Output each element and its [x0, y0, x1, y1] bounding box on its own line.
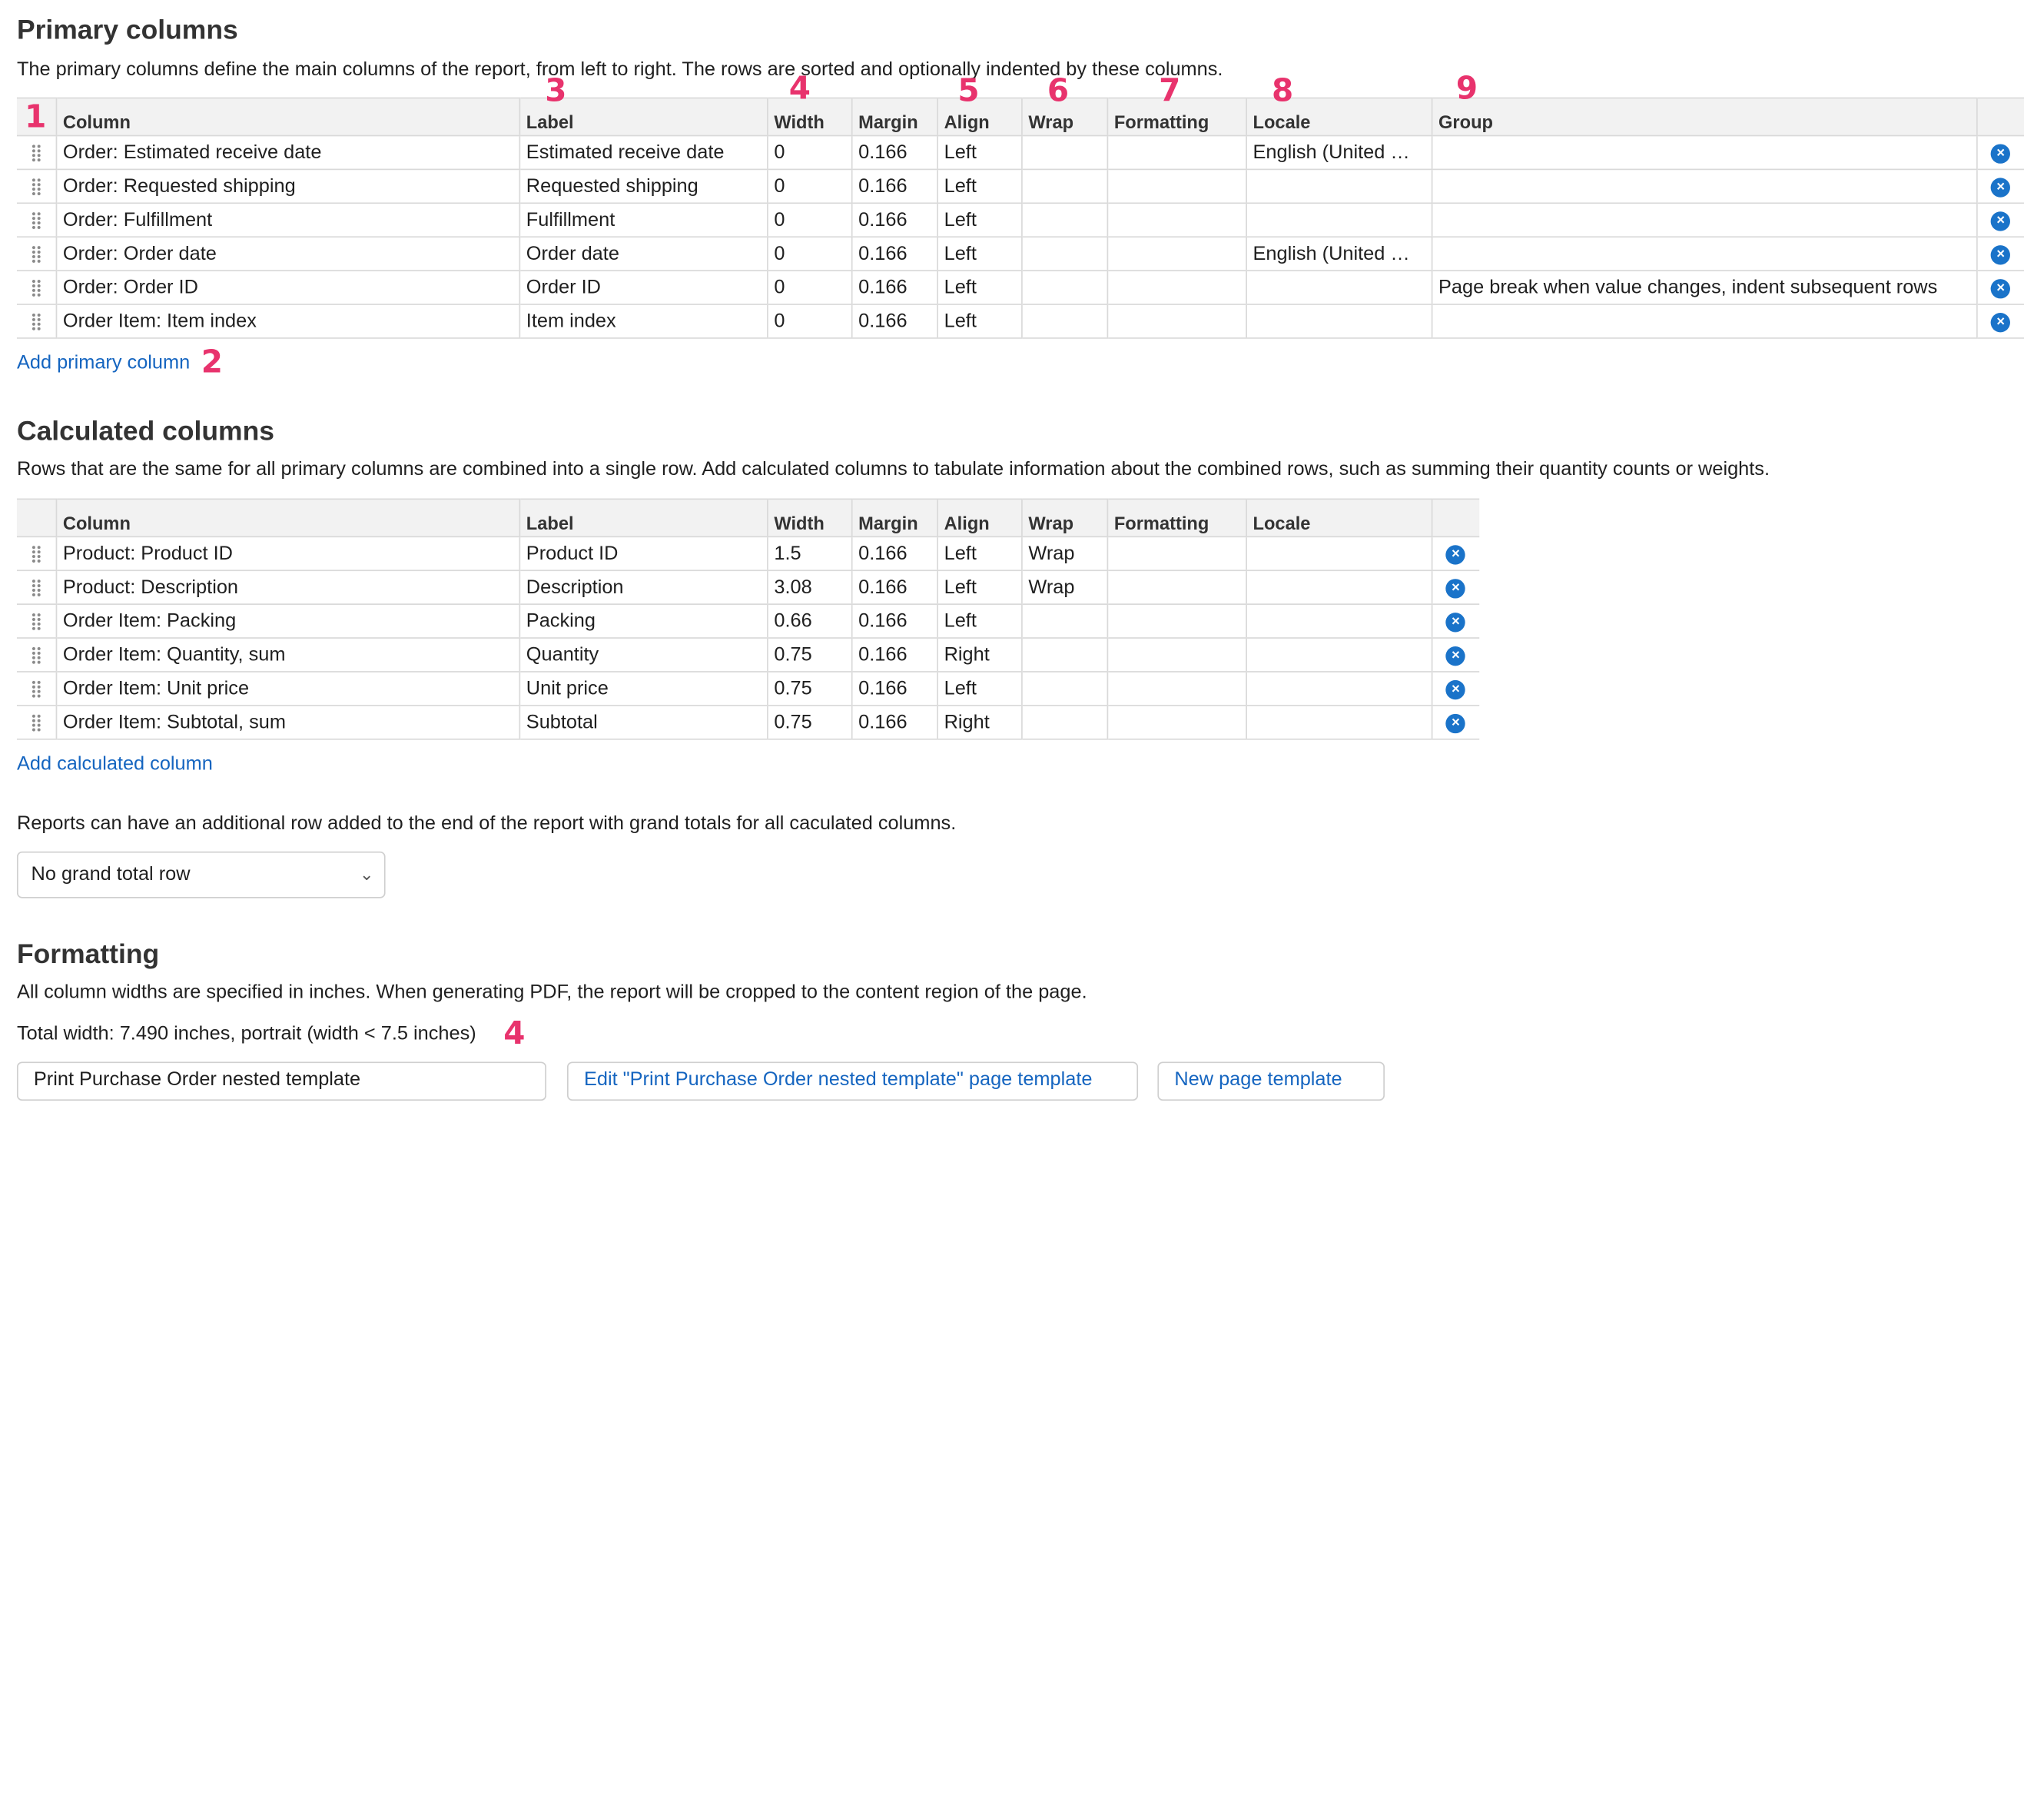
- cell-wrap[interactable]: [1021, 237, 1107, 271]
- header-margin: Margin: [851, 98, 937, 136]
- cell-label[interactable]: Packing: [519, 604, 768, 638]
- remove-icon[interactable]: ×: [1991, 278, 2010, 297]
- cell-label[interactable]: Description: [519, 570, 768, 604]
- chevron-down-icon: ⌄: [359, 864, 374, 885]
- remove-icon[interactable]: ×: [1991, 312, 2010, 331]
- cell-formatting[interactable]: [1107, 570, 1246, 604]
- table-row: [17, 706, 1479, 739]
- drag-handle[interactable]: [17, 203, 56, 237]
- cell-wrap[interactable]: [1021, 604, 1107, 638]
- cell-wrap[interactable]: [1021, 638, 1107, 672]
- cell-align[interactable]: Left: [937, 304, 1021, 338]
- calculated-columns-title: Calculated columns: [16, 417, 274, 447]
- drag-handle[interactable]: [17, 570, 56, 604]
- table-row: [17, 203, 2024, 237]
- remove-icon[interactable]: ×: [1446, 713, 1465, 732]
- cell-locale[interactable]: [1246, 271, 1431, 304]
- remove-icon[interactable]: ×: [1991, 178, 2010, 197]
- cell-locale[interactable]: [1246, 706, 1431, 739]
- cell-locale[interactable]: [1246, 570, 1431, 604]
- table-row: [17, 536, 1479, 570]
- cell-group[interactable]: [1432, 135, 1976, 169]
- cell-align[interactable]: Right: [937, 706, 1021, 739]
- header-align: Align: [937, 499, 1021, 536]
- table-row: [17, 135, 2024, 169]
- drag-handle[interactable]: [17, 271, 56, 304]
- cell-group[interactable]: [1432, 169, 1976, 203]
- cell-column[interactable]: Order: Order date: [56, 237, 519, 271]
- edit-page-template-label: Edit "Print Purchase Order nested template" page template: [583, 1068, 1093, 1091]
- cell-width[interactable]: 0: [767, 304, 851, 338]
- cell-width[interactable]: 0: [767, 135, 851, 169]
- table-row: [17, 237, 2024, 271]
- cell-wrap[interactable]: [1021, 304, 1107, 338]
- grand-total-selected-value: No grand total row: [31, 863, 191, 885]
- header-column: Column: [56, 499, 519, 536]
- table-row: [17, 304, 2024, 338]
- drag-handle-icon: [31, 313, 41, 331]
- cell-wrap[interactable]: Wrap: [1021, 570, 1107, 604]
- cell-column[interactable]: Order Item: Quantity, sum: [56, 638, 519, 672]
- drag-handle[interactable]: [17, 536, 56, 570]
- cell-formatting[interactable]: [1107, 638, 1246, 672]
- cell-wrap[interactable]: [1021, 271, 1107, 304]
- cell-formatting[interactable]: [1107, 271, 1246, 304]
- delete-row-cell: [1976, 237, 2024, 271]
- primary-columns-table: [17, 98, 2024, 339]
- cell-width[interactable]: 0.75: [767, 672, 851, 706]
- remove-icon[interactable]: ×: [1446, 679, 1465, 699]
- table-row: [17, 672, 1479, 706]
- annotation-marker: 4: [788, 70, 811, 107]
- cell-margin[interactable]: 0.166: [851, 304, 937, 338]
- cell-width[interactable]: 0: [767, 203, 851, 237]
- delete-row-cell: [1432, 536, 1479, 570]
- cell-margin[interactable]: 0.166: [851, 169, 937, 203]
- cell-locale[interactable]: [1246, 604, 1431, 638]
- drag-handle-icon: [31, 613, 41, 631]
- page-template-select[interactable]: [17, 1061, 546, 1101]
- remove-icon[interactable]: ×: [1446, 545, 1465, 564]
- cell-column[interactable]: Order Item: Item index: [56, 304, 519, 338]
- cell-locale[interactable]: [1246, 203, 1431, 237]
- cell-label[interactable]: Requested shipping: [519, 169, 768, 203]
- drag-handle[interactable]: [17, 604, 56, 638]
- edit-page-template-button[interactable]: [567, 1061, 1138, 1101]
- new-page-template-button[interactable]: [1157, 1061, 1385, 1101]
- cell-group[interactable]: [1432, 237, 1976, 271]
- cell-column[interactable]: Order: Requested shipping: [56, 169, 519, 203]
- cell-label[interactable]: Item index: [519, 304, 768, 338]
- cell-label[interactable]: Order ID: [519, 271, 768, 304]
- delete-row-cell: [1432, 706, 1479, 739]
- drag-handle[interactable]: [17, 706, 56, 739]
- table-row: [17, 570, 1479, 604]
- annotation-marker: 3: [545, 72, 567, 109]
- drag-handle-icon: [31, 646, 41, 665]
- cell-label[interactable]: Product ID: [519, 536, 768, 570]
- cell-wrap[interactable]: Wrap: [1021, 536, 1107, 570]
- cell-width[interactable]: 0: [767, 271, 851, 304]
- drag-handle-icon: [31, 579, 41, 597]
- delete-row-cell: [1432, 570, 1479, 604]
- cell-align[interactable]: Left: [937, 536, 1021, 570]
- header-width: Width: [767, 499, 851, 536]
- cell-group[interactable]: [1432, 203, 1976, 237]
- cell-align[interactable]: Left: [937, 271, 1021, 304]
- cell-wrap[interactable]: [1021, 706, 1107, 739]
- header-locale: Locale: [1246, 499, 1431, 536]
- remove-icon[interactable]: ×: [1991, 244, 2010, 264]
- annotation-marker: 7: [1159, 72, 1181, 109]
- cell-width[interactable]: 0: [767, 169, 851, 203]
- header-label: Label: [519, 98, 768, 136]
- remove-icon[interactable]: ×: [1991, 144, 2010, 163]
- remove-icon[interactable]: ×: [1446, 646, 1465, 665]
- table-header-row: [17, 98, 2024, 136]
- drag-handle[interactable]: [17, 135, 56, 169]
- table-row: [17, 638, 1479, 672]
- drag-handle[interactable]: [17, 638, 56, 672]
- cell-align[interactable]: Right: [937, 638, 1021, 672]
- annotation-marker: 6: [1047, 72, 1070, 109]
- remove-icon[interactable]: ×: [1991, 211, 2010, 230]
- drag-handle-icon: [31, 211, 41, 230]
- cell-margin[interactable]: 0.166: [851, 604, 937, 638]
- drag-handle[interactable]: [17, 169, 56, 203]
- grand-total-description: Reports can have an additional row added to the end of the report with grand totals for all caculated columns.: [16, 812, 957, 835]
- cell-label[interactable]: Subtotal: [519, 706, 768, 739]
- drag-handle-icon: [31, 545, 41, 563]
- cell-label[interactable]: Estimated receive date: [519, 135, 768, 169]
- cell-align[interactable]: Left: [937, 570, 1021, 604]
- total-width-text: Total width: 7.490 inches, portrait (width < 7.5 inches): [16, 1022, 476, 1045]
- drag-handle-icon: [31, 178, 41, 196]
- page-template-selected-value: Print Purchase Order nested template: [33, 1068, 361, 1091]
- delete-row-cell: [1976, 304, 2024, 338]
- cell-wrap[interactable]: [1021, 672, 1107, 706]
- cell-column[interactable]: Order: Order ID: [56, 271, 519, 304]
- cell-wrap[interactable]: [1021, 169, 1107, 203]
- cell-align[interactable]: Left: [937, 203, 1021, 237]
- formatting-description: All column widths are specified in inches. When generating PDF, the report will be cropped to the content region of the page.: [16, 981, 1087, 1004]
- cell-width[interactable]: 1.5: [767, 536, 851, 570]
- cell-column[interactable]: Order: Estimated receive date: [56, 135, 519, 169]
- cell-column[interactable]: Product: Description: [56, 570, 519, 604]
- grand-total-select[interactable]: [17, 852, 386, 898]
- delete-row-cell: [1976, 169, 2024, 203]
- add-calculated-column-link[interactable]: Add calculated column: [16, 752, 213, 775]
- cell-locale[interactable]: [1246, 169, 1431, 203]
- cell-label[interactable]: Order date: [519, 237, 768, 271]
- cell-align[interactable]: Left: [937, 672, 1021, 706]
- header-wrap: Wrap: [1021, 499, 1107, 536]
- cell-locale[interactable]: English (United …: [1246, 135, 1431, 169]
- primary-columns-title: Primary columns: [16, 15, 238, 46]
- cell-margin[interactable]: 0.166: [851, 203, 937, 237]
- table-row: [17, 169, 2024, 203]
- drag-handle[interactable]: [17, 304, 56, 338]
- cell-width[interactable]: 3.08: [767, 570, 851, 604]
- header-margin: Margin: [851, 499, 937, 536]
- table-row: [17, 604, 1479, 638]
- calculated-columns-description: Rows that are the same for all primary columns are combined into a single row. Add calculated columns to tabulate information about the combined rows, such as summing their quantity counts or weights.: [16, 458, 1770, 480]
- cell-column[interactable]: Order Item: Packing: [56, 604, 519, 638]
- cell-width[interactable]: 0.75: [767, 706, 851, 739]
- cell-formatting[interactable]: [1107, 135, 1246, 169]
- cell-margin[interactable]: 0.166: [851, 638, 937, 672]
- cell-locale[interactable]: English (United …: [1246, 237, 1431, 271]
- header-width: Width: [767, 98, 851, 136]
- cell-group[interactable]: [1432, 304, 1976, 338]
- header-wrap: Wrap: [1021, 98, 1107, 136]
- header-formatting: Formatting: [1107, 499, 1246, 536]
- formatting-title: Formatting: [16, 939, 160, 970]
- cell-margin[interactable]: 0.166: [851, 271, 937, 304]
- remove-icon[interactable]: ×: [1446, 612, 1465, 631]
- annotation-marker: 5: [957, 72, 980, 109]
- cell-margin[interactable]: 0.166: [851, 237, 937, 271]
- cell-margin[interactable]: 0.166: [851, 706, 937, 739]
- cell-label[interactable]: Unit price: [519, 672, 768, 706]
- cell-margin[interactable]: 0.166: [851, 536, 937, 570]
- cell-formatting[interactable]: [1107, 237, 1246, 271]
- cell-formatting[interactable]: [1107, 706, 1246, 739]
- header-column: Column: [56, 98, 519, 136]
- cell-column[interactable]: Order Item: Unit price: [56, 672, 519, 706]
- drag-handle-icon: [31, 680, 41, 699]
- cell-label[interactable]: Quantity: [519, 638, 768, 672]
- delete-row-cell: [1976, 135, 2024, 169]
- annotation-marker: 8: [1272, 72, 1294, 109]
- drag-handle-icon: [31, 144, 41, 163]
- delete-row-cell: [1432, 638, 1479, 672]
- drag-handle[interactable]: [17, 237, 56, 271]
- cell-label[interactable]: Fulfillment: [519, 203, 768, 237]
- cell-align[interactable]: Left: [937, 604, 1021, 638]
- cell-formatting[interactable]: [1107, 672, 1246, 706]
- cell-formatting[interactable]: [1107, 604, 1246, 638]
- delete-header: [1976, 98, 2024, 136]
- cell-margin[interactable]: 0.166: [851, 570, 937, 604]
- annotation-marker: 4: [503, 1015, 526, 1051]
- header-formatting: Formatting: [1107, 98, 1246, 136]
- cell-wrap[interactable]: [1021, 135, 1107, 169]
- annotation-marker: 9: [1455, 70, 1478, 107]
- cell-locale[interactable]: [1246, 304, 1431, 338]
- cell-locale[interactable]: [1246, 672, 1431, 706]
- header-locale: Locale: [1246, 98, 1431, 136]
- drag-handle-icon: [31, 245, 41, 264]
- remove-icon[interactable]: ×: [1446, 578, 1465, 597]
- table-header-row: [17, 499, 1479, 536]
- cell-column[interactable]: Order Item: Subtotal, sum: [56, 706, 519, 739]
- delete-row-cell: [1976, 203, 2024, 237]
- handle-header: [17, 499, 56, 536]
- calculated-columns-table: [17, 498, 1479, 739]
- delete-row-cell: [1976, 271, 2024, 304]
- cell-align[interactable]: Left: [937, 169, 1021, 203]
- cell-column[interactable]: Product: Product ID: [56, 536, 519, 570]
- cell-width[interactable]: 0.66: [767, 604, 851, 638]
- cell-wrap[interactable]: [1021, 203, 1107, 237]
- add-primary-column-link[interactable]: Add primary column: [16, 351, 191, 374]
- cell-align[interactable]: Left: [937, 135, 1021, 169]
- cell-locale[interactable]: [1246, 536, 1431, 570]
- header-align: Align: [937, 98, 1021, 136]
- cell-locale[interactable]: [1246, 638, 1431, 672]
- cell-margin[interactable]: 0.166: [851, 135, 937, 169]
- cell-margin[interactable]: 0.166: [851, 672, 937, 706]
- cell-width[interactable]: 0.75: [767, 638, 851, 672]
- delete-row-cell: [1432, 672, 1479, 706]
- delete-row-cell: [1432, 604, 1479, 638]
- cell-width[interactable]: 0: [767, 237, 851, 271]
- cell-formatting[interactable]: [1107, 536, 1246, 570]
- primary-columns-description: The primary columns define the main columns of the report, from left to right. The rows are sorted and optionally indented by these columns.: [16, 58, 1223, 81]
- cell-formatting[interactable]: [1107, 169, 1246, 203]
- annotation-marker: 1: [25, 98, 47, 135]
- cell-formatting[interactable]: [1107, 203, 1246, 237]
- table-row: [17, 271, 2024, 304]
- drag-handle-icon: [31, 714, 41, 732]
- annotation-marker: 2: [201, 344, 223, 380]
- cell-align[interactable]: Left: [937, 237, 1021, 271]
- drag-handle-icon: [31, 279, 41, 297]
- header-label: Label: [519, 499, 768, 536]
- cell-column[interactable]: Order: Fulfillment: [56, 203, 519, 237]
- cell-group[interactable]: Page break when value changes, indent subsequent rows: [1432, 271, 1976, 304]
- drag-handle[interactable]: [17, 672, 56, 706]
- cell-formatting[interactable]: [1107, 304, 1246, 338]
- new-page-template-label: New page template: [1174, 1068, 1342, 1091]
- delete-header: [1432, 499, 1479, 536]
- header-group: Group: [1432, 98, 1976, 136]
